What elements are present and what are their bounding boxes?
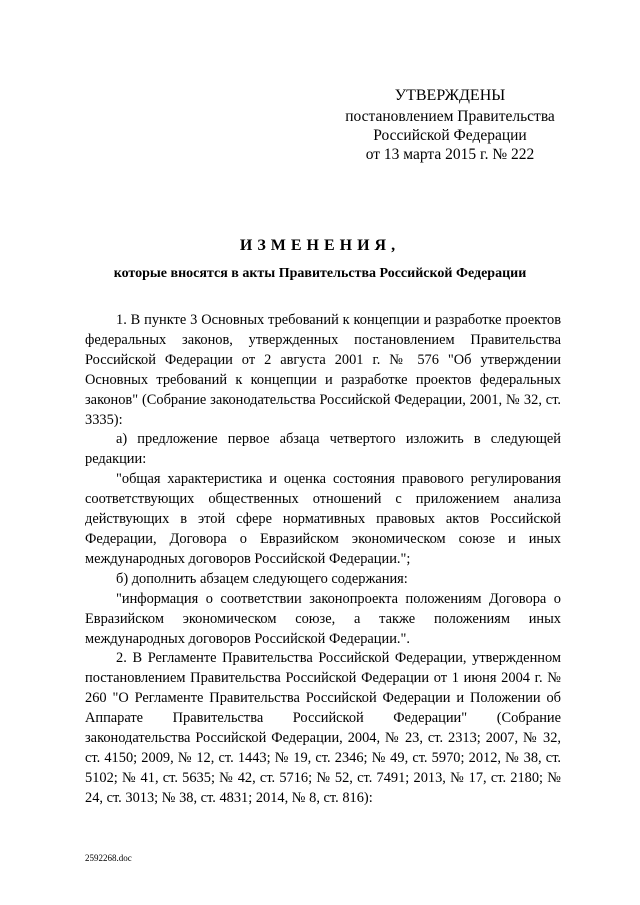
paragraph: а) предложение первое абзаца четвертого изложить в следующей редакции:	[85, 431, 561, 468]
document-body	[85, 311, 561, 809]
approval-line: постановлением Правительства	[345, 108, 555, 125]
approval-block	[340, 86, 560, 164]
paragraph: б) дополнить абзацем следующего содержания:	[116, 570, 408, 587]
paragraph: 2. В Регламенте Правительства Российской Федерации, утвержденном постановлением Правительства Российской Федерации от 1 июня 2004 г. № 260 "О Регламенте Правительства Российской Федерации и Положении об Аппарате Правительства Российской Федерации" (Собрание законодательства Российской Федерации, 2004, № 23, ст. 2313; 2007, № 32, ст. 4150; 2009, № 12, ст. 1443; № 19, ст. 2346; № 49, ст. 5970; 2012, № 38, ст. 5102; № 41, ст. 5635; № 42, ст. 5716; № 52, ст. 7491; 2013, № 17, ст. 2180; № 24, ст. 3013; № 38, ст. 4831; 2014, № 8, ст. 816):	[85, 650, 561, 806]
approval-line: Российской Федерации	[373, 127, 527, 144]
file-name-footer: 2592268.doc	[85, 853, 132, 863]
paragraph: "информация о соответствии законопроекта положениям Договора о Евразийском экономическом союзе, а также положениям иных международных договоров Российской Федерации.".	[85, 590, 561, 647]
document-title: ИЗМЕНЕНИЯ,	[239, 237, 401, 254]
paragraph: "общая характеристика и оценка состояния правового регулирования соответствующих общественных отношений с приложением анализа действующих в этой сфере нормативных правовых актов Российской Федерации, Договора о Евразийском экономическом союзе и иных международных договоров Российской Федерации.";	[85, 471, 561, 567]
approval-heading: УТВЕРЖДЕНЫ	[394, 87, 506, 104]
approval-date: от 13 марта 2015 г. № 222	[365, 146, 535, 163]
paragraph: 1. В пункте 3 Основных требований к концепции и разработке проектов федеральных законов, утвержденных постановлением Правительства Российской Федерации от 2 августа 2001 г. № 576 "Об утверждении Основных требований к концепции и разработке проектов федеральных законов" (Собрание законодательства Российской Федерации, 2001, № 32, ст. 3335):	[85, 312, 561, 428]
document-subtitle: которые вносятся в акты Правительства Российской Федерации	[113, 266, 527, 281]
